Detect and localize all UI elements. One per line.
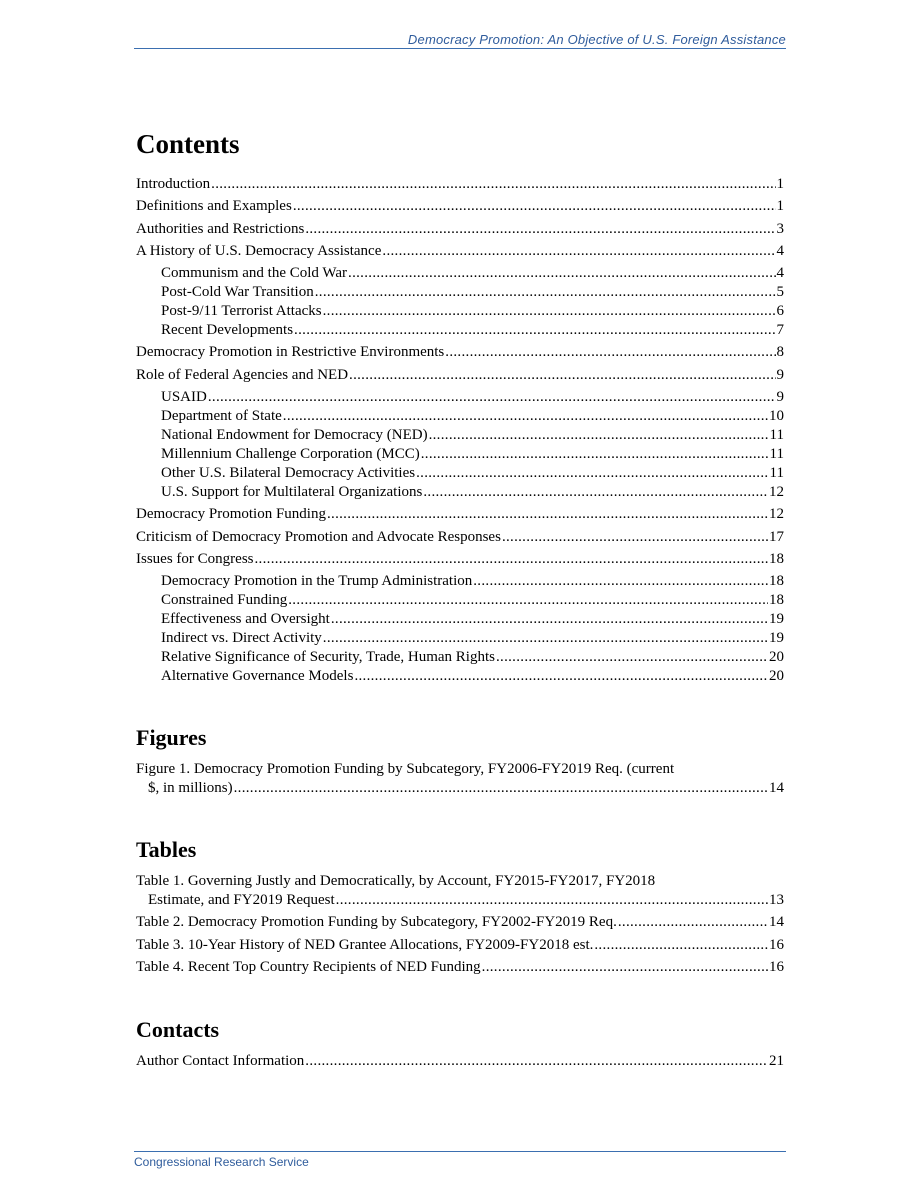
toc-entry[interactable]: Democracy Promotion in Restrictive Environments ..... 8 xyxy=(136,343,784,362)
contacts-heading: Contacts xyxy=(136,1017,220,1042)
toc-entry[interactable]: Issues for Congress ..... 18 xyxy=(136,550,784,569)
figure-entry[interactable]: Figure 1. Democracy Promotion Funding by Subcategory, FY2006-FY2019 Req. (current $, in millions) ..... 14 xyxy=(136,760,784,798)
figures-heading: Figures xyxy=(136,725,207,750)
toc-subentry[interactable]: U.S. Support for Multilateral Organizations ..... 12 xyxy=(136,483,784,502)
tables-section xyxy=(136,836,784,977)
toc-subentry[interactable]: Other U.S. Bilateral Democracy Activities ..... 11 xyxy=(136,464,784,483)
toc-entry[interactable]: Role of Federal Agencies and NED ..... 9 xyxy=(136,366,784,385)
toc-subentry[interactable]: Millennium Challenge Corporation (MCC) ..... 11 xyxy=(136,445,784,464)
toc-subentry[interactable]: Indirect vs. Direct Activity ..... 19 xyxy=(136,629,784,648)
toc-subentry[interactable]: Alternative Governance Models ..... 20 xyxy=(136,667,784,686)
toc-entry[interactable]: A History of U.S. Democracy Assistance ..... 4 xyxy=(136,242,784,261)
toc-entry[interactable]: Definitions and Examples ..... 1 xyxy=(136,197,784,216)
toc-subentry[interactable]: USAID ..... 9 xyxy=(136,388,784,407)
contents-section xyxy=(136,124,784,686)
toc-entry[interactable]: Criticism of Democracy Promotion and Advocate Responses ..... 17 xyxy=(136,528,784,547)
toc-entry[interactable]: Authorities and Restrictions ..... 3 xyxy=(136,220,784,239)
toc-entry[interactable]: Democracy Promotion Funding ..... 12 xyxy=(136,505,784,524)
table-entry[interactable]: Table 2. Democracy Promotion Funding by Subcategory, FY2002-FY2019 Req. ..... 14 xyxy=(136,913,784,932)
table-entry[interactable]: Table 1. Governing Justly and Democratically, by Account, FY2015-FY2017, FY2018 Estimate, and FY2019 Request ..... 13 xyxy=(136,872,784,910)
toc-subentry[interactable]: Democracy Promotion in the Trump Administration ..... 18 xyxy=(136,572,784,591)
toc-entry[interactable]: Introduction ..... 1 xyxy=(136,175,784,194)
tables-heading: Tables xyxy=(136,837,197,862)
contents-heading: Contents xyxy=(136,129,240,159)
running-header: Democracy Promotion: An Objective of U.S. Foreign Assistance xyxy=(134,32,786,49)
page-footer: Congressional Research Service xyxy=(134,1151,786,1169)
toc-subentry[interactable]: Department of State ..... 10 xyxy=(136,407,784,426)
toc-subentry[interactable]: Recent Developments ..... 7 xyxy=(136,321,784,340)
toc-subentry[interactable]: Communism and the Cold War ..... 4 xyxy=(136,264,784,283)
toc-subentry[interactable]: Post-9/11 Terrorist Attacks ..... 6 xyxy=(136,302,784,321)
toc-subentry[interactable]: Constrained Funding ..... 18 xyxy=(136,591,784,610)
contacts-section xyxy=(136,1016,784,1071)
table-entry[interactable]: Table 4. Recent Top Country Recipients of NED Funding ..... 16 xyxy=(136,958,784,977)
toc-subentry[interactable]: Relative Significance of Security, Trade, Human Rights ..... 20 xyxy=(136,648,784,667)
contact-entry[interactable]: Author Contact Information ..... 21 xyxy=(136,1052,784,1071)
toc-subentry[interactable]: Post-Cold War Transition ..... 5 xyxy=(136,283,784,302)
toc-subentry[interactable]: National Endowment for Democracy (NED) ..... 11 xyxy=(136,426,784,445)
table-entry[interactable]: Table 3. 10-Year History of NED Grantee Allocations, FY2009-FY2018 est. ..... 16 xyxy=(136,936,784,955)
toc-subentry[interactable]: Effectiveness and Oversight ..... 19 xyxy=(136,610,784,629)
figures-section xyxy=(136,724,784,798)
